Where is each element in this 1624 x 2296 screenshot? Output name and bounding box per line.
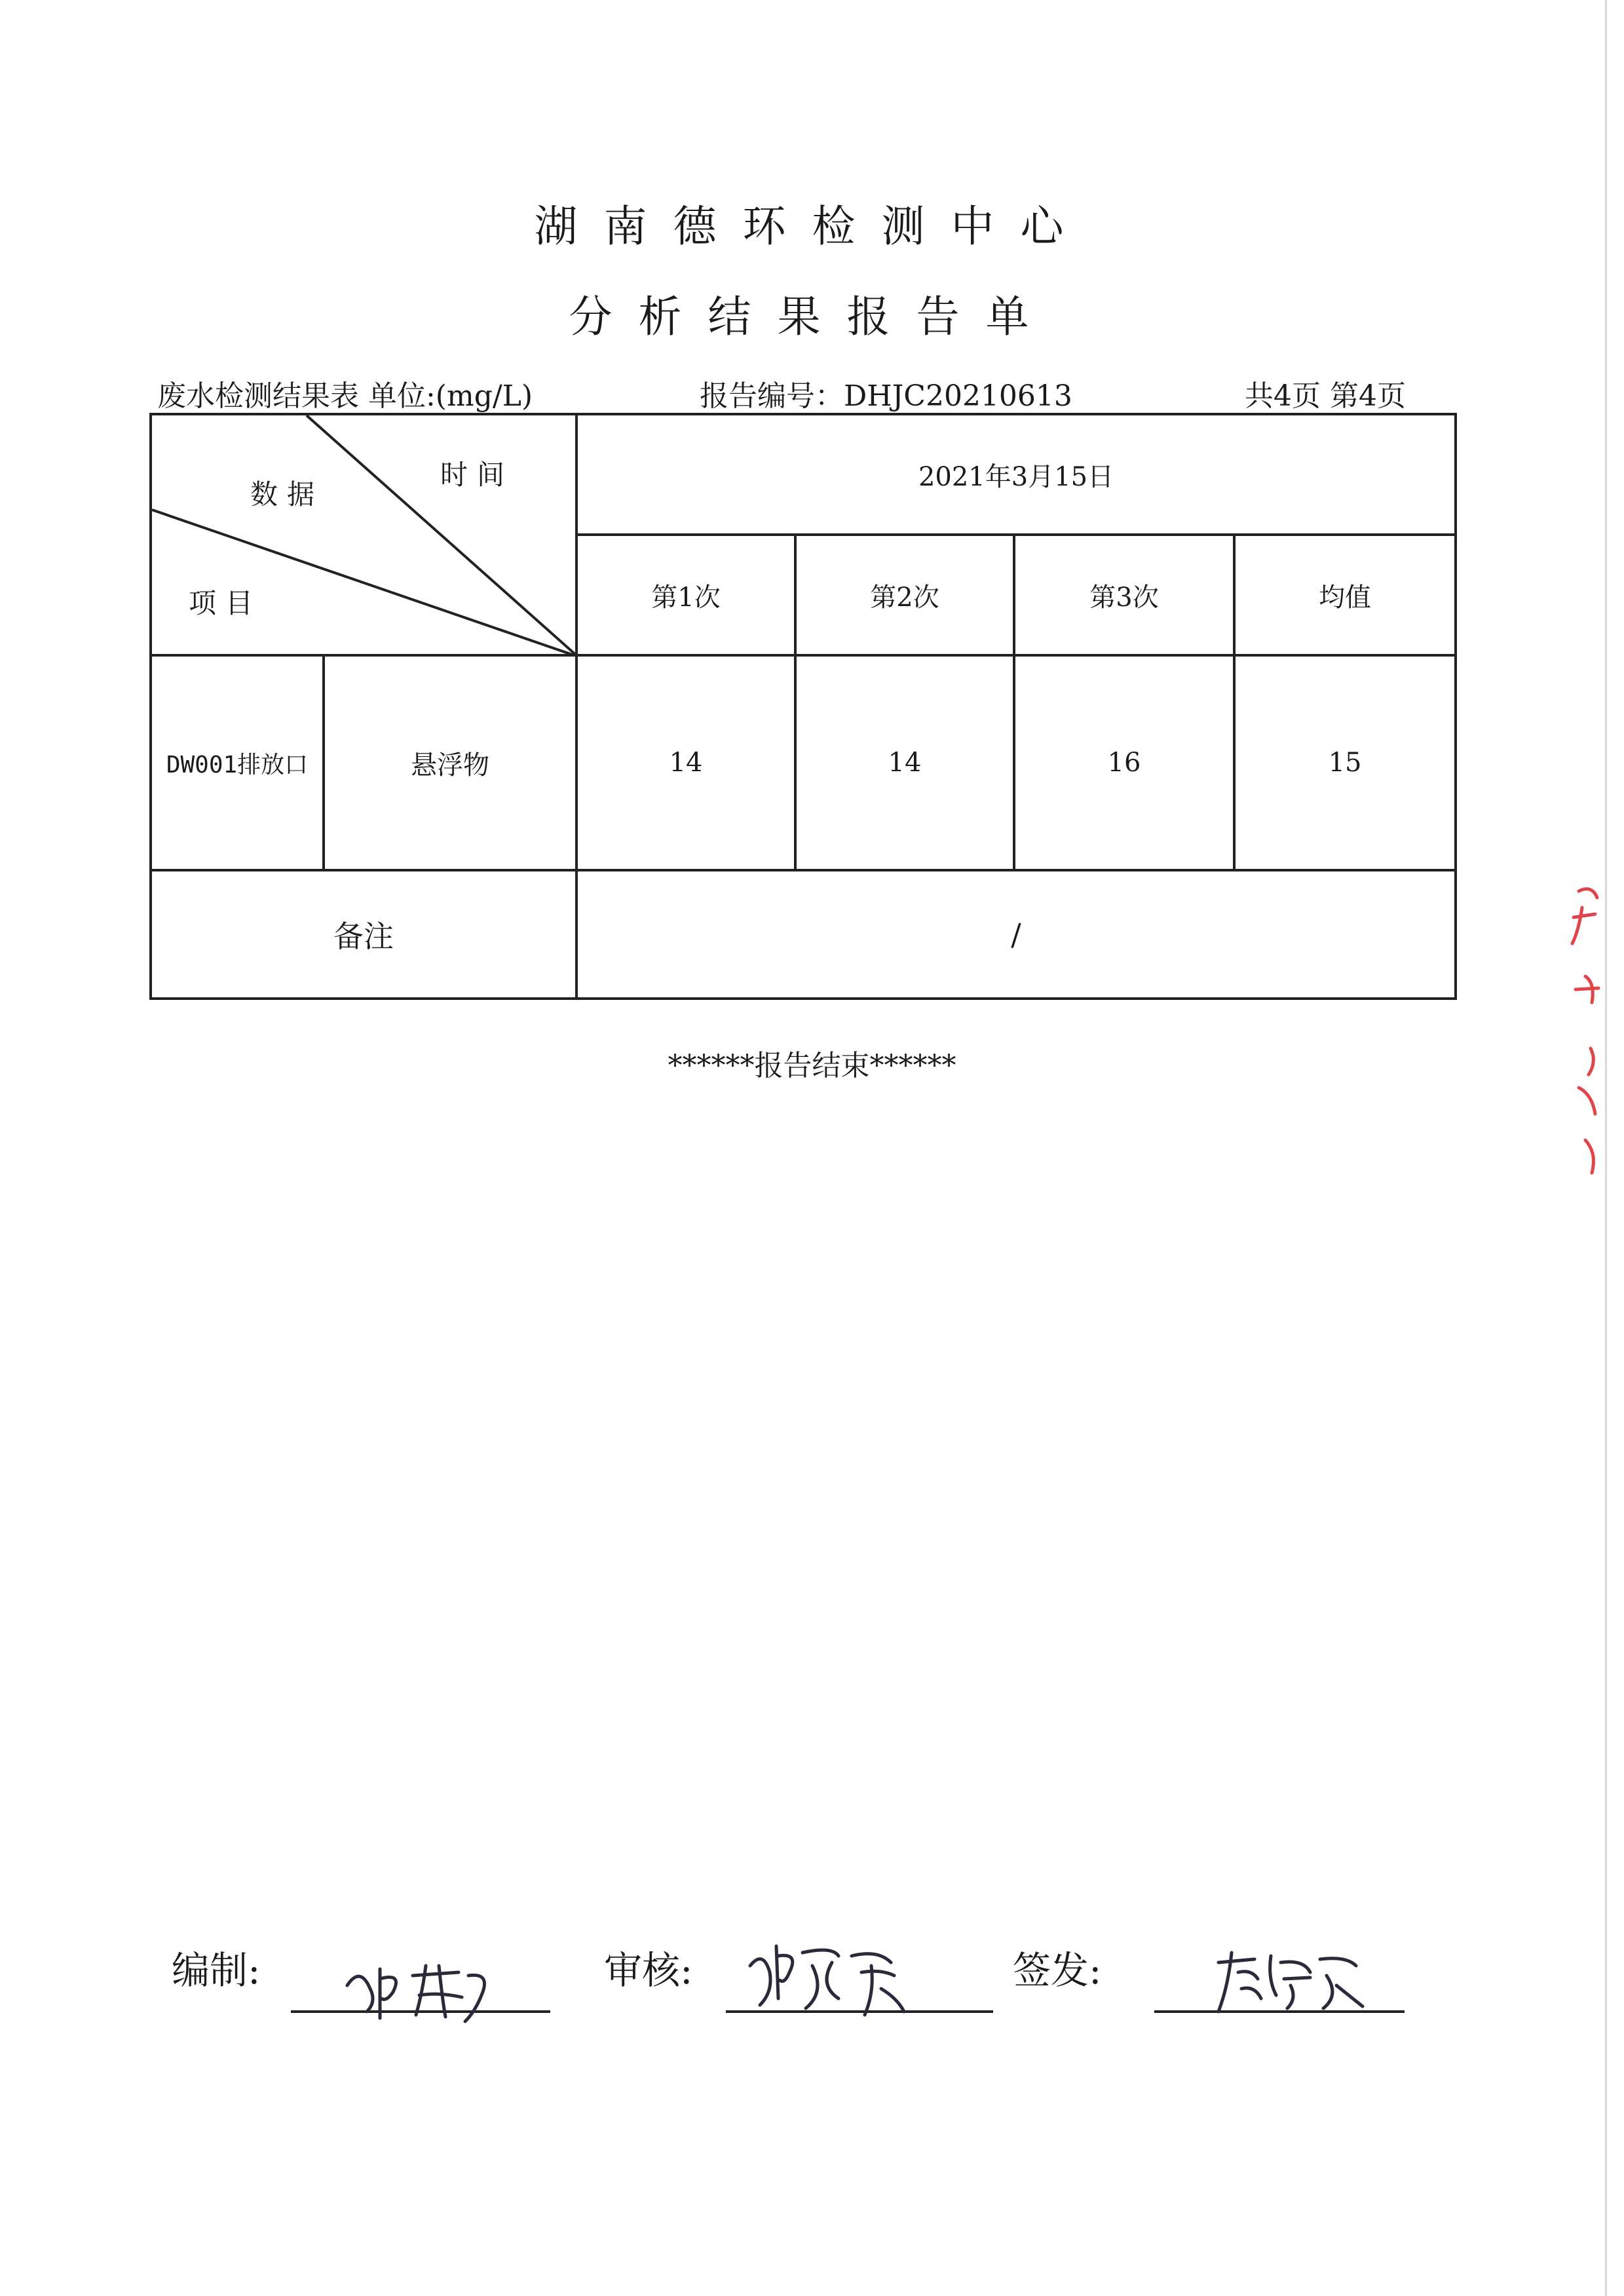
- remark-label: 备注: [151, 870, 576, 999]
- diag-label-data: 数据: [250, 478, 324, 510]
- value-cell-1: 14: [576, 655, 795, 870]
- seam-stamp: [1566, 878, 1605, 1179]
- value-cell-mean: 15: [1234, 655, 1456, 870]
- organization-name: 湖南德环检测中心: [534, 201, 1090, 252]
- column-header-mean: 均值: [1234, 535, 1456, 655]
- column-header-3: 第3次: [1014, 535, 1234, 655]
- column-header-1: 第1次: [576, 535, 795, 655]
- value-cell-2: 14: [795, 655, 1014, 870]
- location-cell: DW001排放口: [151, 655, 324, 870]
- value-cell-3: 16: [1014, 655, 1234, 870]
- report-number: 报告编号：DHJC20210613: [700, 379, 1072, 413]
- scan-edge-line: [1605, 0, 1607, 2296]
- prepared-signature: [341, 1940, 498, 2031]
- date-header: 2021年3月15日: [576, 414, 1456, 535]
- issued-signature: [1205, 1933, 1369, 2018]
- table-caption: 废水检测结果表 单位:(mg/L): [157, 379, 533, 413]
- page-info: 共4页 第4页: [1245, 379, 1406, 413]
- prepared-label: 编制:: [172, 1948, 261, 1993]
- reviewed-label: 审核:: [604, 1948, 693, 1993]
- report-end-marker: ******报告结束******: [668, 1049, 956, 1082]
- parameter-cell: 悬浮物: [324, 655, 576, 870]
- column-header-2: 第2次: [795, 535, 1014, 655]
- diag-label-item: 项目: [189, 587, 263, 619]
- diagonal-header-cell: [151, 414, 576, 655]
- document-title: 分析结果报告单: [569, 292, 1055, 342]
- diag-label-time: 时间: [440, 459, 514, 491]
- issued-label: 签发:: [1013, 1948, 1102, 1993]
- result-table: [149, 413, 1457, 1000]
- table-row: [151, 655, 1456, 870]
- remark-value: /: [576, 870, 1456, 999]
- reviewed-signature: [740, 1926, 911, 2025]
